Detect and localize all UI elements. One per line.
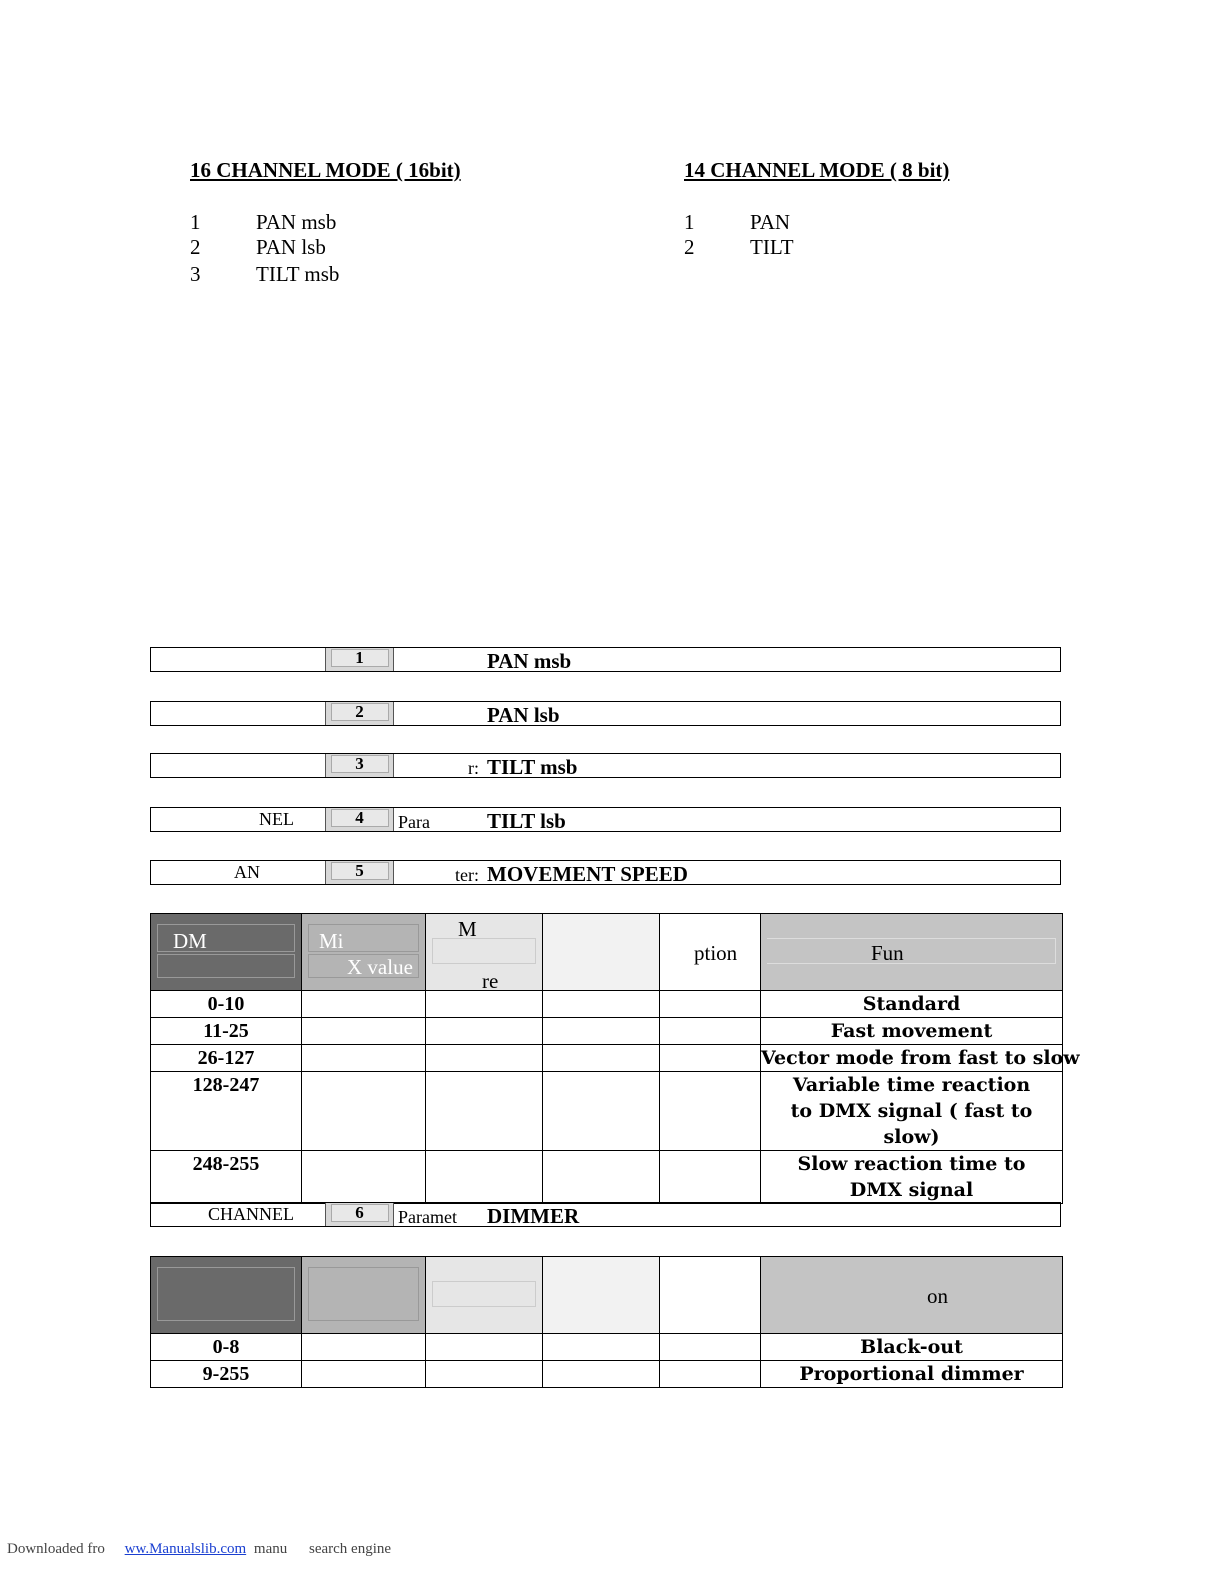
mode14-title: 14 CHANNEL MODE ( 8 bit) [684,158,950,182]
header-cell-min [302,1257,426,1334]
table-header-row [151,914,1063,991]
header-cell-dmx [151,914,302,991]
channel-bar [150,860,1061,885]
channel-bar [150,753,1061,778]
header-cell-dmx [151,1257,302,1334]
channel-number [325,808,394,831]
header-cell-max [426,1257,543,1334]
header-cell-description [660,1257,761,1334]
channel-number [325,1203,394,1226]
channel-label: AN [234,862,260,882]
table-row [151,991,1063,1018]
header-dm-text: DM [173,929,207,953]
movement-speed-table [150,913,1080,1204]
channel-number [325,648,394,671]
mode16-item-num: 1 [190,210,201,234]
header-cell-max [426,914,543,991]
parameter-prefix: r: [468,758,479,778]
header-cell-blank [543,914,660,991]
header-cell-blank [543,1257,660,1334]
channel-bar [150,701,1061,726]
function-description: Vector mode from fast to slow [761,1045,1063,1072]
footer-manu-text: manu [253,1541,288,1557]
channel-parameter-value: PAN msb [487,649,572,673]
dmx-range: 9-255 [151,1361,302,1388]
header-cell-min [302,914,426,991]
channel-number-value: 3 [331,755,389,773]
function-description: Slow reaction time to DMX signal [761,1151,1063,1204]
mode14-item-num: 1 [684,210,695,234]
header-cell-description [660,914,761,991]
mode16-item-num: 3 [190,262,201,286]
header-ption-text: ption [694,941,738,965]
channel-number-value: 1 [331,649,389,667]
channel-bar [150,1202,1061,1227]
table-row [151,1018,1063,1045]
channel-number [325,861,394,884]
channel-parameter-value: MOVEMENT SPEED [487,862,688,886]
channel-bar [150,807,1061,832]
function-description: Standard [761,991,1063,1018]
header-m-text: M [458,917,477,941]
channel-number-value: 2 [331,703,389,721]
mode14-item-num: 2 [684,235,695,259]
manualslib-link[interactable]: ww.Manualslib.com [124,1541,247,1557]
mode14-item-label: PAN [750,210,791,234]
parameter-prefix: ter: [455,865,479,885]
parameter-label: Paramet [398,1207,457,1227]
table-row [151,1334,1063,1361]
channel-label [151,702,324,725]
channel-number [325,754,394,777]
mode16-item-num: 2 [190,235,201,259]
dmx-range: 26-127 [151,1045,302,1072]
dmx-range: 0-10 [151,991,302,1018]
channel-number-value: 6 [331,1204,389,1222]
header-cell-function [761,1257,1063,1334]
dmx-range: 128-247 [151,1072,302,1151]
function-description: Variable time reaction to DMX signal ( fast to slow) [761,1072,1063,1151]
channel-number-value: 5 [331,862,389,880]
footer [7,1541,391,1558]
channel-label: NEL [259,809,294,829]
header-mi-text: Mi [319,929,344,953]
dmx-range: 0-8 [151,1334,302,1361]
parameter-label: Para [398,812,430,832]
header-fun-text: Fun [871,941,904,965]
function-description: Fast movement [761,1018,1063,1045]
dmx-range: 248-255 [151,1151,302,1204]
table-row [151,1151,1063,1204]
function-description: Proportional dimmer [761,1361,1063,1388]
function-description: Black-out [761,1334,1063,1361]
mode16-item-label: TILT msb [256,262,340,286]
header-xvalue-text: X value [347,955,413,979]
channel-parameter-value: PAN lsb [487,703,560,727]
table-row [151,1072,1063,1151]
channel-parameter-value: DIMMER [487,1204,580,1228]
mode16-item-label: PAN msb [256,210,337,234]
table-row [151,1361,1063,1388]
mode14-item-label: TILT [750,235,794,259]
channel-label: CHANNEL [208,1204,294,1224]
channel-parameter-value: TILT msb [487,755,578,779]
table-header-row [151,1257,1063,1334]
channel-parameter-value: TILT lsb [487,809,566,833]
dimmer-table [150,1256,1063,1388]
channel-label [151,754,324,777]
header-re-text: re [482,969,499,993]
mode16-title: 16 CHANNEL MODE ( 16bit) [190,158,461,182]
table-row [151,1045,1063,1072]
footer-search-text: search engine [308,1541,392,1557]
channel-number [325,702,394,725]
dmx-range: 11-25 [151,1018,302,1045]
mode16-item-label: PAN lsb [256,235,326,259]
header-on-text: on [927,1284,948,1308]
channel-label [151,648,324,671]
channel-number-value: 4 [331,809,389,827]
header-cell-function [761,914,1063,991]
footer-downloaded-text: Downloaded fro [7,1541,105,1557]
channel-bar [150,647,1061,672]
